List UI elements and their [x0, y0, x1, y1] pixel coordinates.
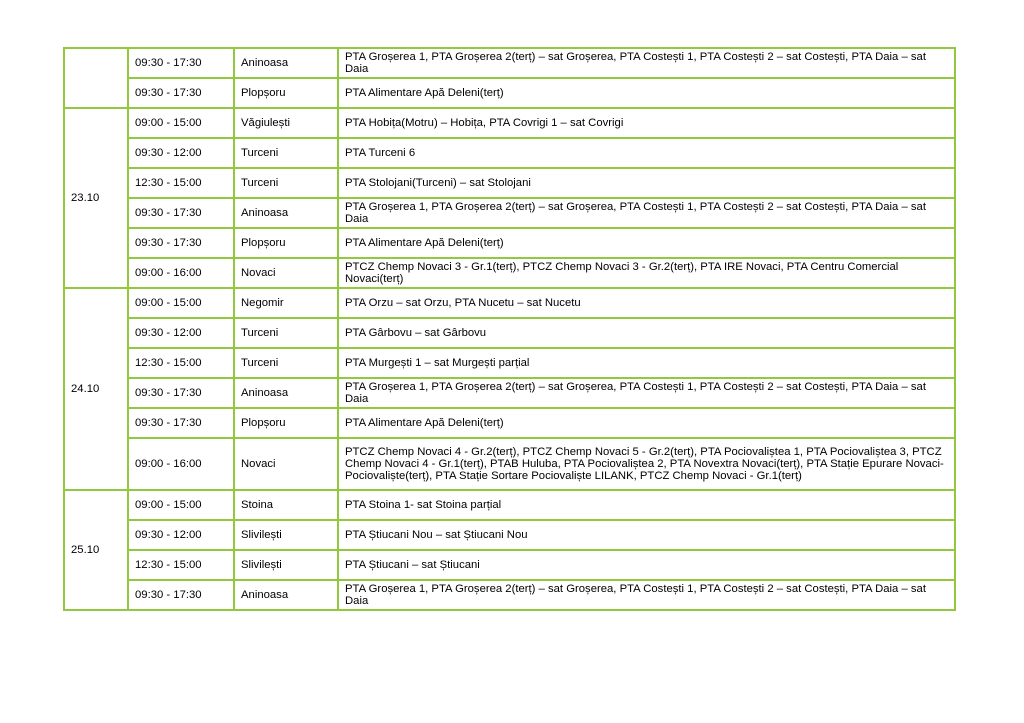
details-cell: PTA Stolojani(Turceni) – sat Stolojani — [338, 168, 955, 198]
table-row — [64, 520, 955, 550]
locality-cell: Aninoasa — [234, 198, 338, 228]
locality-cell: Turceni — [234, 168, 338, 198]
table-row — [64, 228, 955, 258]
details-cell: PTCZ Chemp Novaci 3 - Gr.1(terț), PTCZ Chemp Novaci 3 - Gr.2(terț), PTA IRE Novaci, PTA Centru Comercial Novaci(terț) — [338, 258, 955, 288]
time-cell: 09:00 - 15:00 — [128, 490, 234, 520]
table-row — [64, 138, 955, 168]
locality-cell: Stoina — [234, 490, 338, 520]
locality-cell: Novaci — [234, 258, 338, 288]
time-cell: 12:30 - 15:00 — [128, 550, 234, 580]
time-cell: 09:30 - 17:30 — [128, 228, 234, 258]
table-row — [64, 408, 955, 438]
time-cell: 09:30 - 12:00 — [128, 138, 234, 168]
time-cell: 09:00 - 16:00 — [128, 258, 234, 288]
locality-cell: Slivilești — [234, 550, 338, 580]
details-cell: PTA Turceni 6 — [338, 138, 955, 168]
time-cell: 09:30 - 12:00 — [128, 520, 234, 550]
details-cell: PTA Știucani Nou – sat Știucani Nou — [338, 520, 955, 550]
locality-cell: Plopșoru — [234, 228, 338, 258]
table-row — [64, 78, 955, 108]
time-cell: 09:30 - 17:30 — [128, 48, 234, 78]
table-row — [64, 378, 955, 408]
time-cell: 12:30 - 15:00 — [128, 168, 234, 198]
table-row — [64, 550, 955, 580]
date-cell: 25.10 — [64, 490, 128, 610]
locality-cell: Aninoasa — [234, 378, 338, 408]
locality-cell: Novaci — [234, 438, 338, 490]
details-cell: PTA Stoina 1- sat Stoina parțial — [338, 490, 955, 520]
locality-cell: Aninoasa — [234, 580, 338, 610]
locality-cell: Aninoasa — [234, 48, 338, 78]
locality-cell: Turceni — [234, 348, 338, 378]
date-cell: 24.10 — [64, 288, 128, 490]
table-row — [64, 258, 955, 288]
locality-cell: Văgiulești — [234, 108, 338, 138]
table-row — [64, 490, 955, 520]
date-cell — [64, 48, 128, 108]
details-cell: PTA Groșerea 1, PTA Groșerea 2(terț) – sat Groșerea, PTA Costești 1, PTA Costești 2 – sat Costești, PTA Daia – sat Daia — [338, 580, 955, 610]
details-cell: PTA Orzu – sat Orzu, PTA Nucetu – sat Nucetu — [338, 288, 955, 318]
details-cell: PTA Hobița(Motru) – Hobița, PTA Covrigi 1 – sat Covrigi — [338, 108, 955, 138]
locality-cell: Turceni — [234, 138, 338, 168]
time-cell: 09:30 - 17:30 — [128, 408, 234, 438]
details-cell: PTA Murgești 1 – sat Murgești parțial — [338, 348, 955, 378]
table-row — [64, 48, 955, 78]
locality-cell: Plopșoru — [234, 408, 338, 438]
locality-cell: Slivilești — [234, 520, 338, 550]
table-row — [64, 168, 955, 198]
details-cell: PTCZ Chemp Novaci 4 - Gr.2(terț), PTCZ Chemp Novaci 5 - Gr.2(terț), PTA Pociovaliștea 1, PTA Pociovaliștea 3, PTCZ Chemp Novaci 4 - Gr.1(terț), PTAB Huluba, PTA Pociovaliștea 2, PTA Novextra Novaci(terț), PTA Stație Epurare Novaci-Pociovaliște(terț), PTA Stație Sortare Pociovaliște LILANK, PTCZ Chemp Novaci - Gr.1(terț) — [338, 438, 955, 490]
locality-cell: Negomir — [234, 288, 338, 318]
time-cell: 09:30 - 12:00 — [128, 318, 234, 348]
table-row — [64, 438, 955, 490]
details-cell: PTA Groșerea 1, PTA Groșerea 2(terț) – sat Groșerea, PTA Costești 1, PTA Costești 2 – sat Costești, PTA Daia – sat Daia — [338, 198, 955, 228]
time-cell: 09:30 - 17:30 — [128, 78, 234, 108]
outage-schedule-table — [63, 47, 956, 611]
table-row — [64, 348, 955, 378]
time-cell: 09:30 - 17:30 — [128, 198, 234, 228]
details-cell: PTA Groșerea 1, PTA Groșerea 2(terț) – sat Groșerea, PTA Costești 1, PTA Costești 2 – sat Costești, PTA Daia – sat Daia — [338, 48, 955, 78]
time-cell: 09:00 - 15:00 — [128, 108, 234, 138]
table-row — [64, 108, 955, 138]
details-cell: PTA Alimentare Apă Deleni(terț) — [338, 228, 955, 258]
date-cell: 23.10 — [64, 108, 128, 288]
locality-cell: Turceni — [234, 318, 338, 348]
table-row — [64, 318, 955, 348]
details-cell: PTA Alimentare Apă Deleni(terț) — [338, 408, 955, 438]
time-cell: 09:30 - 17:30 — [128, 580, 234, 610]
details-cell: PTA Gârbovu – sat Gârbovu — [338, 318, 955, 348]
table-row — [64, 580, 955, 610]
table-row — [64, 198, 955, 228]
table-row — [64, 288, 955, 318]
time-cell: 12:30 - 15:00 — [128, 348, 234, 378]
time-cell: 09:00 - 15:00 — [128, 288, 234, 318]
details-cell: PTA Alimentare Apă Deleni(terț) — [338, 78, 955, 108]
locality-cell: Plopșoru — [234, 78, 338, 108]
time-cell: 09:00 - 16:00 — [128, 438, 234, 490]
details-cell: PTA Groșerea 1, PTA Groșerea 2(terț) – sat Groșerea, PTA Costești 1, PTA Costești 2 – sat Costești, PTA Daia – sat Daia — [338, 378, 955, 408]
details-cell: PTA Știucani – sat Știucani — [338, 550, 955, 580]
time-cell: 09:30 - 17:30 — [128, 378, 234, 408]
